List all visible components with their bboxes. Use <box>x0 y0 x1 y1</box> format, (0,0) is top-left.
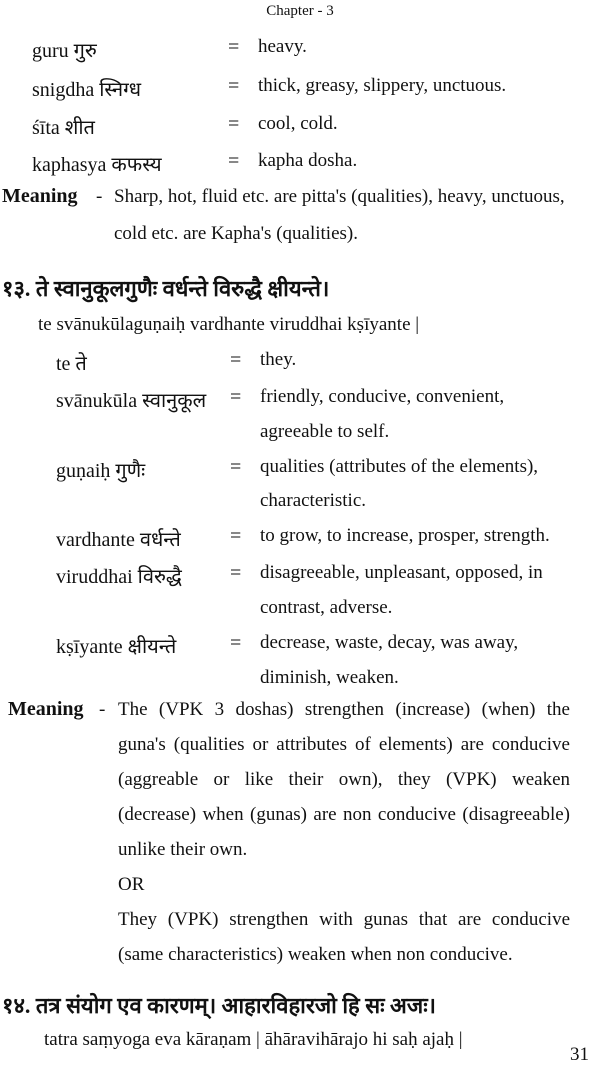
meaning-line: The (VPK 3 doshas) strengthen (increase) (when) the <box>118 699 570 720</box>
vocab-term: svānukūla स्वानुकूल <box>56 390 207 412</box>
meaning-line: (aggreable or like their own), they (VPK) weaken <box>118 769 570 790</box>
equals-sign: = <box>228 113 240 135</box>
meaning-line: guna's (qualities or attributes of elements) are conducive <box>118 734 570 755</box>
vocab-term: viruddhai विरुद्धै <box>56 566 182 588</box>
equals-sign: = <box>228 36 240 58</box>
equals-sign: = <box>230 386 242 408</box>
vocab-definition-cont: agreeable to self. <box>260 421 390 442</box>
vocab-definition: thick, greasy, slippery, unctuous. <box>258 75 507 96</box>
equals-sign: = <box>228 150 240 172</box>
page-number: 31 <box>570 1044 589 1065</box>
meaning-label: Meaning <box>8 698 84 720</box>
vocab-definition-cont: characteristic. <box>260 490 367 511</box>
vocab-term: guru गुरु <box>32 40 97 62</box>
vocab-definition: they. <box>260 349 297 370</box>
vocab-definition: kapha dosha. <box>258 150 358 171</box>
vocab-definition: heavy. <box>258 36 307 57</box>
vocab-definition: to grow, to increase, prosper, strength. <box>260 525 550 546</box>
equals-sign: = <box>230 456 242 478</box>
equals-sign: = <box>230 562 242 584</box>
vocab-term: kaphasya कफस्य <box>32 154 162 176</box>
equals-sign: = <box>228 75 240 97</box>
or-divider: OR <box>118 874 145 895</box>
meaning-dash: - <box>96 186 103 207</box>
chapter-header: Chapter - 3 <box>266 3 334 19</box>
vocab-definition: friendly, conducive, convenient, <box>260 386 505 407</box>
meaning-line: They (VPK) strengthen with gunas that are conducive <box>118 909 570 930</box>
meaning-dash: - <box>99 699 106 720</box>
vocab-term: snigdha स्निग्ध <box>32 79 142 101</box>
vocab-definition: disagreeable, unpleasant, opposed, in <box>260 562 543 583</box>
vocab-term: guṇaiḥ गुणैः <box>56 460 146 482</box>
vocab-definition: decrease, waste, decay, was away, <box>260 632 519 653</box>
meaning-line: (same characteristics) weaken when non conducive. <box>118 944 513 965</box>
vocab-term: kṣīyante क्षीयन्ते <box>56 636 177 658</box>
vocab-definition-cont: diminish, weaken. <box>260 667 399 688</box>
verse-devanagari: १३. ते स्वानुकूलगुणैः वर्धन्ते विरुद्धै क्षीयन्ते। <box>2 276 330 301</box>
vocab-term: te ते <box>56 353 87 375</box>
meaning-line: cold etc. are Kapha's (qualities). <box>114 223 358 244</box>
verse-transliteration: tatra saṃyoga eva kāraṇam | āhāravihārajo hi saḥ ajaḥ | <box>44 1029 463 1050</box>
vocab-definition-cont: contrast, adverse. <box>260 597 393 618</box>
vocab-term: vardhante वर्धन्ते <box>56 529 181 551</box>
vocab-definition: cool, cold. <box>258 113 338 134</box>
vocab-term: śīta शीत <box>32 117 95 139</box>
equals-sign: = <box>230 525 242 547</box>
meaning-line: (decrease) when (gunas) are non conducive (disagreeable) <box>118 804 570 825</box>
equals-sign: = <box>230 349 242 371</box>
meaning-label: Meaning <box>2 185 78 207</box>
meaning-line: unlike their own. <box>118 839 248 860</box>
equals-sign: = <box>230 632 242 654</box>
verse-devanagari: १४. तत्र संयोग एव कारणम्। आहारविहारजो हि सः अजः। <box>2 993 436 1018</box>
vocab-definition: qualities (attributes of the elements), <box>260 456 539 477</box>
meaning-line: Sharp, hot, fluid etc. are pitta's (qualities), heavy, unctuous, <box>114 186 565 207</box>
verse-transliteration: te svānukūlaguṇaiḥ vardhante viruddhai kṣīyante | <box>38 314 420 335</box>
